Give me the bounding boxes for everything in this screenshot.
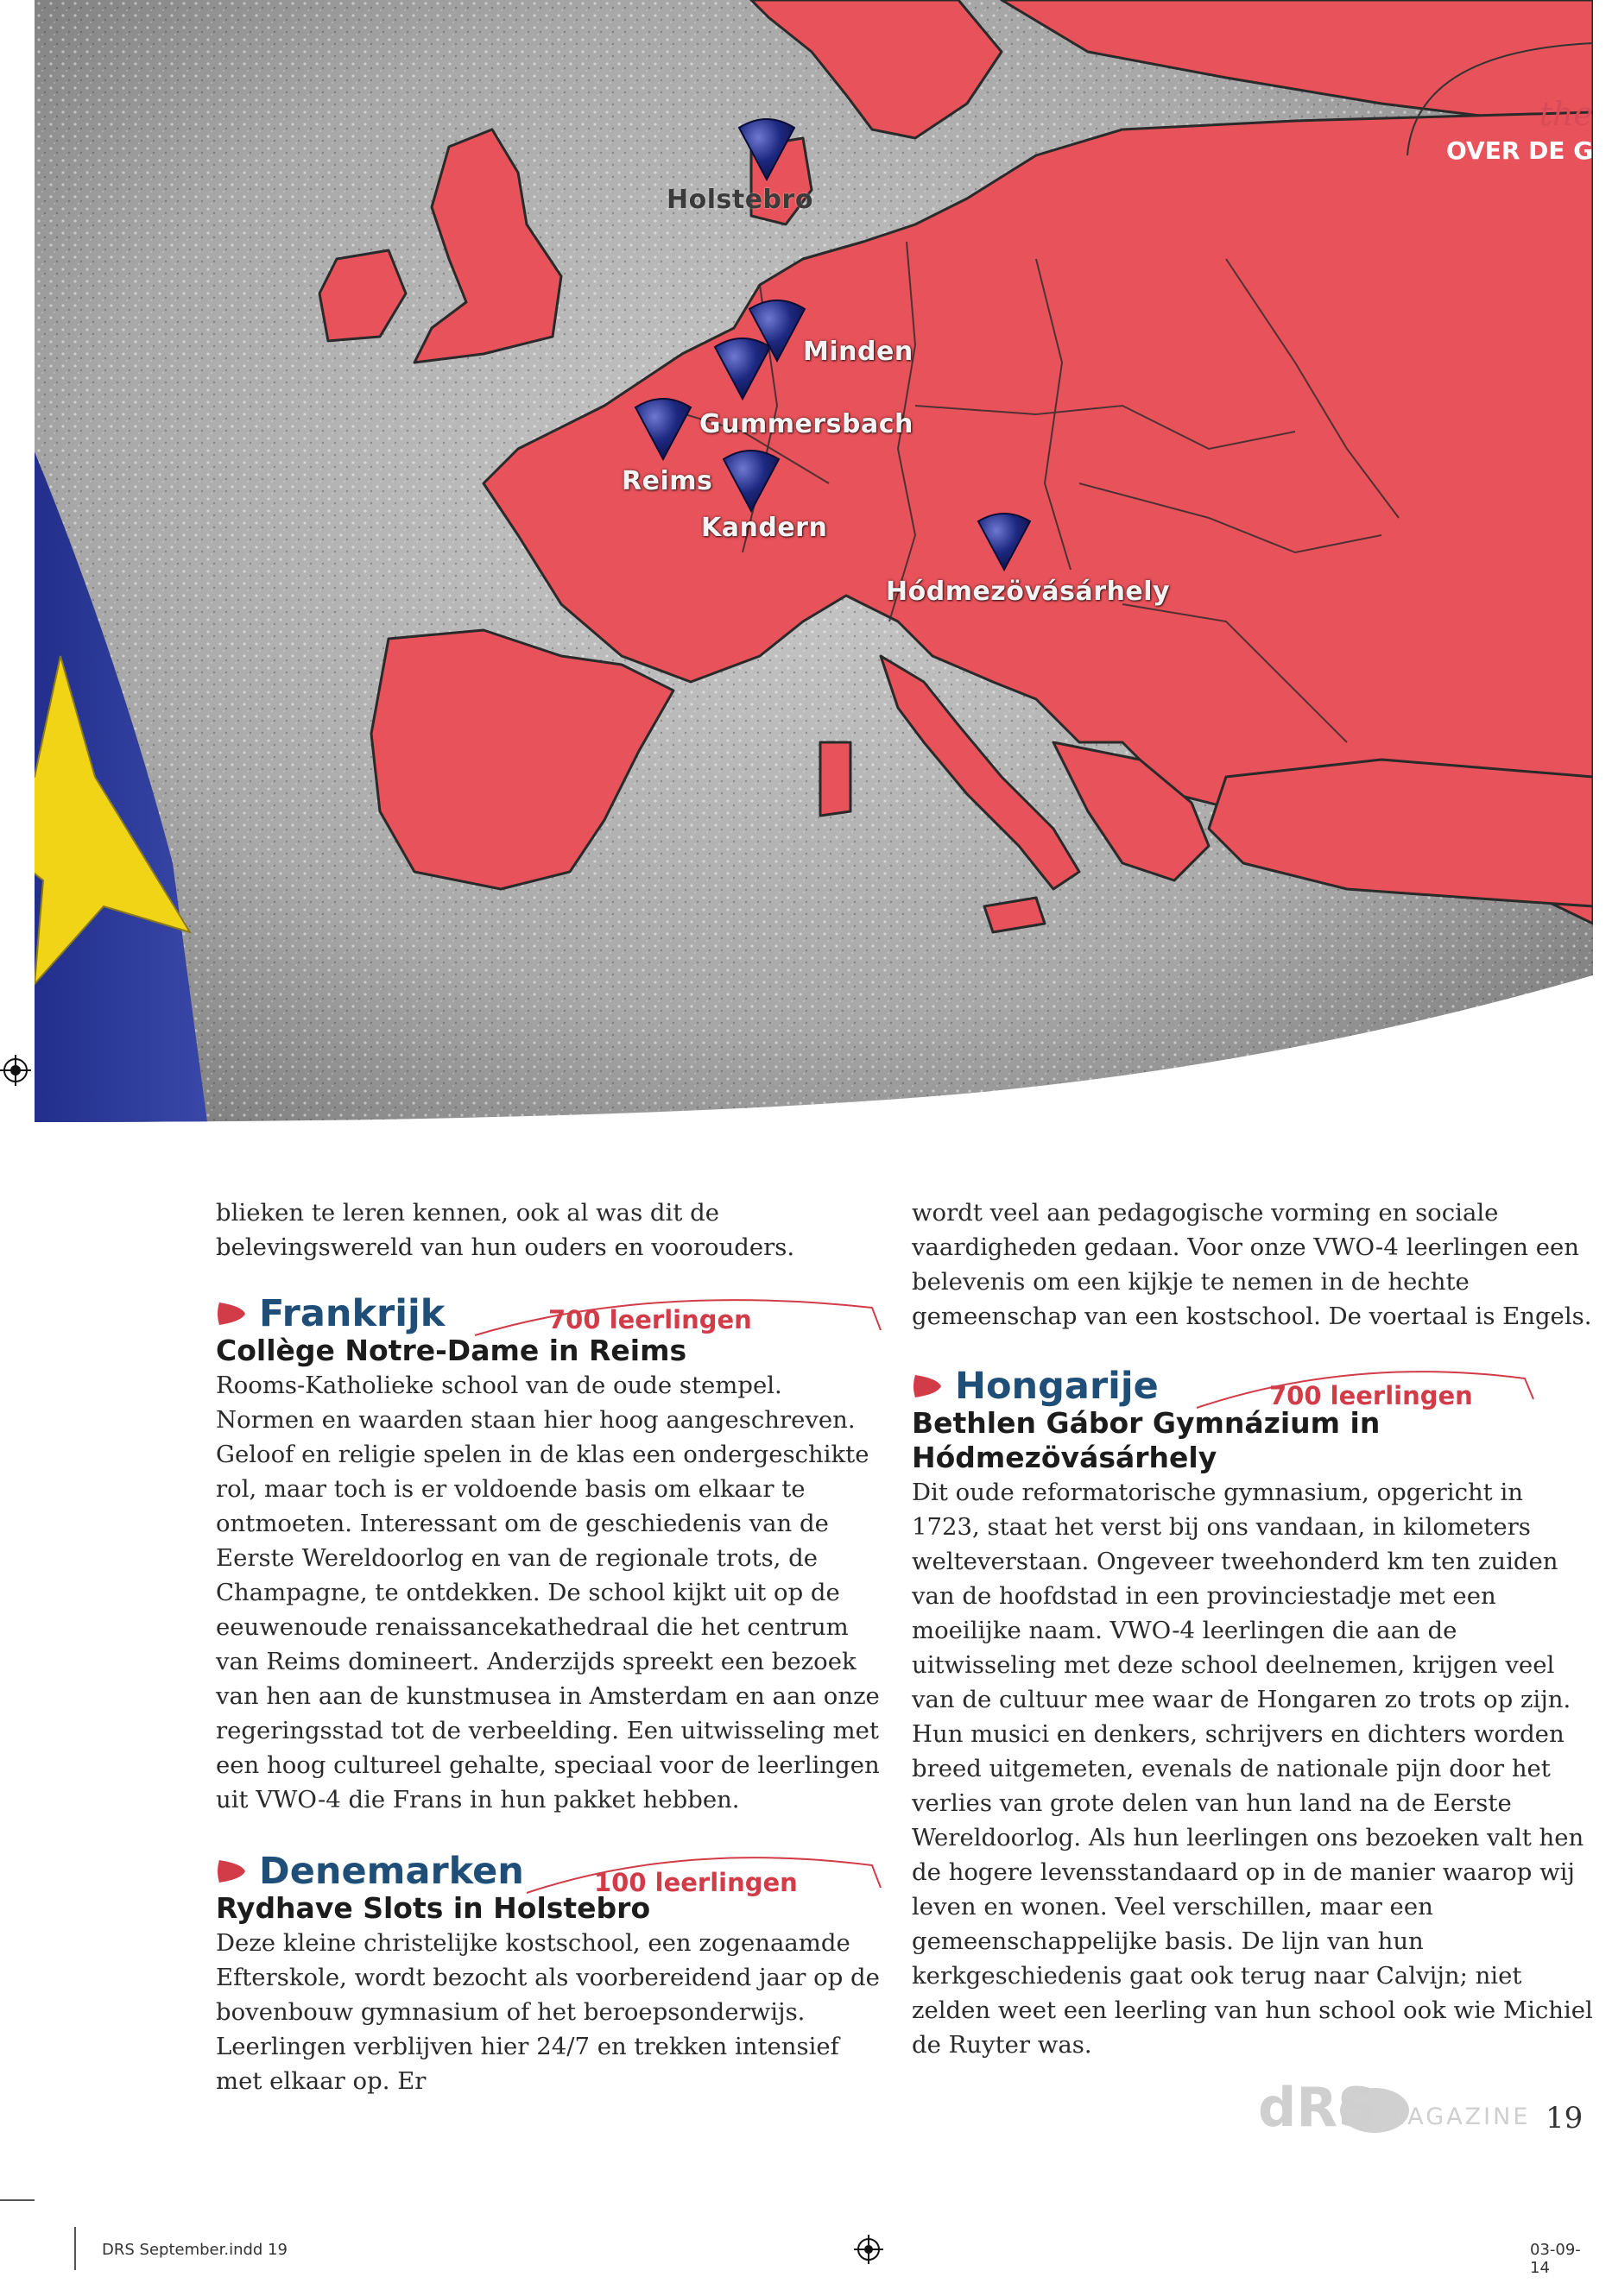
- section-title-hongarije: Hongarije: [955, 1365, 1159, 1408]
- student-count-hongarije: 700 leerlingen: [1269, 1381, 1473, 1410]
- heading-bullet-icon: [912, 1373, 943, 1399]
- registration-mark-icon: [853, 2234, 884, 2265]
- student-count-denemarken: 100 leerlingen: [594, 1868, 798, 1897]
- section-text-frankrijk: Rooms-Katholieke school van de oude stempel. Normen en waarden staan hier hoog aangeschreven. Geloof en religie spelen in de klas een ondergeschikte rol, maar toch is er voldoende basis om elkaar te ontmoeten. Interessant om de geschiedenis van de Eerste Wereldoorlog en van de regionale trots, de Champagne, te ontdekken. De school kijkt uit op de eeuwenoude renaissancekathedraal die het centrum van Reims domineert. Anderzijds spreekt een bezoek van hen aan de kunstmusea in Amsterdam en aan onze regeringsstad tot de verbeelding. Een uitwisseling met een hoog cultureel gehalte, speciaal voor de leerlingen uit VWO-4 die Frans in hun pakket hebben.: [216, 1372, 880, 1813]
- city-label-holstebro: Holstebro: [667, 185, 813, 215]
- student-count-frankrijk: 700 leerlingen: [548, 1305, 752, 1334]
- school-name-hongarije: Bethlen Gábor Gymnázium in Hódmezövásárhely: [912, 1406, 1381, 1474]
- school-name-denemarken: Rydhave Slots in Holstebro: [216, 1891, 651, 1925]
- left-column: [216, 1195, 885, 2098]
- section-title-frankrijk: Frankrijk: [259, 1292, 446, 1335]
- intro-paragraph-left: blieken te leren kennen, ook al was dit de belevingswereld van hun ouders en voorouders.: [216, 1199, 795, 1261]
- registration-mark-left: [0, 1055, 31, 1086]
- slug-divider: [74, 2227, 76, 2270]
- section-text-denemarken: Deze kleine christelijke kostschool, een zogenaamde Efterskole, wordt bezocht als voorbereidend jaar op de bovenbouw gymnasium of het beroepsonderwijs. Leerlingen verblijven hier 24/7 en trekken intensief met elkaar op. Er: [216, 1929, 880, 2095]
- section-title-denemarken: Denemarken: [259, 1850, 524, 1893]
- right-column: [912, 1195, 1594, 2062]
- logo-letters: dRS: [1258, 2076, 1376, 2139]
- europe-map: [0, 0, 1612, 1131]
- city-label-reims: Reims: [622, 466, 713, 496]
- intro-paragraph-right: wordt veel aan pedagogische vorming en sociale vaardigheden gedaan. Voor onze VWO-4 leerlingen een belevenis om een kijkje te nemen in de hechte gemeenschap van een kostschool. De voertaal is Engels.: [912, 1199, 1592, 1330]
- slug-filename: DRS September.indd 19: [102, 2241, 288, 2259]
- drs-magazine-logo: [1254, 2076, 1531, 2139]
- sardinia-shape: [820, 742, 850, 816]
- theme-script-word: the: [1539, 95, 1593, 133]
- city-label-minden: Minden: [803, 337, 913, 367]
- section-hongarije: [912, 1363, 1594, 2062]
- heading-bullet-icon: [216, 1858, 247, 1884]
- school-name-frankrijk: Collège Notre-Dame in Reims: [216, 1334, 687, 1367]
- slug-date: 03-09-14: [1530, 2241, 1581, 2277]
- city-label-kandern: Kandern: [701, 513, 828, 543]
- theme-header: [1412, 41, 1612, 171]
- footer-rule: [0, 2199, 35, 2201]
- heading-bullet-icon: [216, 1301, 247, 1327]
- section-frankrijk: [216, 1290, 885, 1817]
- map-graphic: [0, 0, 1593, 1131]
- logo-graphic: [1254, 2076, 1531, 2139]
- section-denemarken: [216, 1848, 885, 2098]
- logo-word: MAGAZINE: [1385, 2104, 1531, 2130]
- city-label-gummersbach: Gummersbach: [699, 409, 913, 439]
- page-number: 19: [1546, 2101, 1584, 2135]
- section-text-hongarije: Dit oude reformatorische gymnasium, opgericht in 1723, staat het verst bij ons vandaan, in kilometers welteverstaan. Ongeveer tweehonderd km ten zuiden van de hoofdstad in een provinciestadje met een moeilijke naam. VWO-4 leerlingen die aan de uitwisseling met deze school deelnemen, krijgen veel van de cultuur mee waar de Hongaren zo trots op zijn. Hun musici en denkers, schrijvers en dichters worden breed uitgemeten, evenals de nationale pijn door het verlies van grote delen van hun land na de Eerste Wereldoorlog. Als hun leerlingen ons bezoeken valt hen de hogere levensstandaard op in de manier waarop wij leven en wonen. Veel verschillen, maar een gemeenschappelijke basis. De lijn van hun kerkgeschiedenis gaat ook terug naar Calvijn; niet zelden weet een leerling van hun school ook wie Michiel de Ruyter was.: [912, 1479, 1593, 2059]
- city-label-hodmezovasarhely: Hódmezövásárhely: [886, 577, 1171, 607]
- theme-title: OVER DE GR: [1446, 136, 1612, 165]
